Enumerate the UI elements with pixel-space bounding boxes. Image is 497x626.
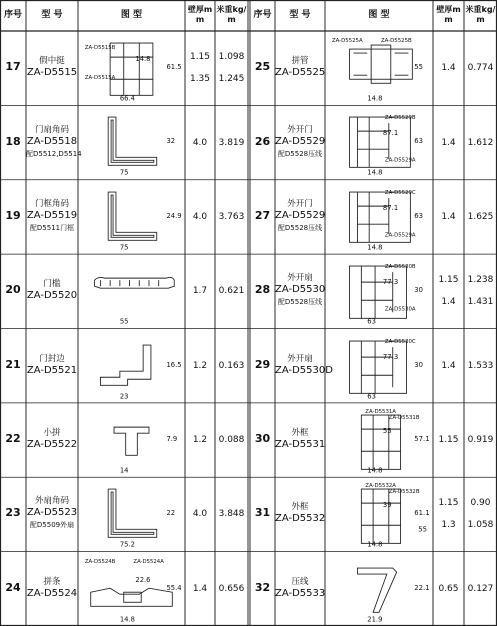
dimension-label: 55 [414,63,424,72]
corner-bracket-icon [81,184,182,250]
small-joint-icon [81,407,182,473]
left-row-model [26,198,78,234]
left-row-seq: 23 [5,506,21,520]
dimension-label: 30 [414,360,424,369]
left-row-code: ZA-D5522 [26,439,78,451]
left-row-seq: 19 [5,208,21,222]
right-row-seq: 28 [254,283,271,297]
left-row-thickness: 1.35 [189,74,211,85]
outward-door-icon [328,109,430,175]
right-row-name: 外框 [291,502,309,513]
left-row-code: ZA-D5519 [26,209,78,221]
left-row-weight: 0.621 [218,286,245,297]
dimension-label: 66.4 [119,94,135,102]
profile-part-label: ZA-D5525B [380,37,412,45]
edge-profile-icon [81,333,182,399]
right-row-weight: 0.919 [467,435,494,446]
dimension-label: 75 [119,168,129,176]
left-row-weight: 1.245 [218,74,245,85]
right-row-name: 拼管 [291,56,309,67]
dimension-label: 55 [119,317,129,325]
right-row-weight: 1.625 [467,211,494,222]
right-row-model [275,272,325,308]
right-header-seq: 序号 [253,10,272,20]
left-row-code: ZA-D5520 [26,290,78,302]
dimension-label: 14.8 [367,466,383,474]
right-row-thickness: 1.15 [438,275,459,286]
profile-part-label: ZA-D5525A [331,37,363,45]
right-row-thickness: 0.65 [438,583,459,594]
dimension-label: 14.8 [135,55,151,64]
dimension-label: 32 [166,137,176,146]
left-row-model [26,353,78,377]
left-row-weight: 0.088 [218,435,245,446]
right-header-fig: 图 型 [368,10,390,20]
dimension-label: 16.5 [166,360,182,369]
right-row-thickness: 1.3 [441,520,456,531]
left-row-code: ZA-D5515 [26,67,78,79]
profile-part-label: ZA-D5529C [384,189,416,196]
left-row-code: ZA-D5518 [26,135,78,147]
profile-part-label: ZA-D5529A [384,157,416,164]
left-row-seq: 17 [5,60,21,74]
dimension-label: 14.8 [367,168,383,176]
glazing-bead-icon [328,556,430,622]
dimension-label: 22.6 [135,575,151,584]
right-row-thickness: 1.15 [438,498,459,509]
left-row-thickness: 1.15 [189,52,211,63]
right-row-note: 配D5528压线 [277,149,323,158]
left-header-fig: 图 型 [120,10,143,20]
right-row-name: 外开扇 [287,353,313,364]
left-row-seq: 21 [5,357,21,371]
left-row-seq: 24 [5,580,21,594]
right-row-seq: 32 [254,580,271,594]
right-row-model [275,427,325,451]
left-row-thickness: 1.4 [192,583,208,594]
left-row-name: 小拼 [43,428,61,439]
dimension-label: 55.4 [166,583,182,592]
right-header-wt: 米重kg/m [465,5,496,24]
dimension-label: 63 [367,317,376,325]
profile-part-label: ZA-D5531A [365,408,397,415]
right-header-model: 型 号 [289,10,311,20]
right-row-seq: 25 [254,60,271,74]
left-header-model: 型 号 [41,10,63,20]
dimension-label: 61.1 [414,509,430,518]
left-row-thickness: 1.7 [192,286,208,297]
right-row-name: 外框 [291,428,309,439]
left-row-name: 假中挺 [39,56,65,67]
left-header-wt: 米重kg/m [216,5,247,24]
dimension-label: 57.1 [414,434,430,444]
dimension-label: 87.1 [382,203,399,212]
dimension-label: 7.9 [166,434,178,444]
right-row-thickness: 1.4 [441,211,456,222]
right-row-weight: 0.127 [467,583,494,594]
profile-part-label: ZA-D5530A [384,306,416,313]
right-row-thickness: 1.15 [438,435,459,446]
profile-part-label: ZA-D5529A [384,231,416,239]
left-row-model [26,576,78,600]
right-header-th: 壁厚mm [436,5,461,24]
profile-part-label: ZA-D5529B [384,115,416,122]
left-row-model [26,124,82,160]
right-row-thickness: 1.4 [441,360,456,371]
left-row-code: ZA-D5521 [26,364,78,376]
left-row-thickness: 1.2 [192,360,208,371]
left-row-weight: 3.819 [218,137,245,148]
left-row-model [26,55,78,79]
dimension-label: 14 [119,466,129,474]
dimension-label: 22.1 [414,583,430,592]
threshold-profile-icon [81,258,182,324]
left-row-weight: 3.848 [218,509,245,520]
right-row-model [275,55,325,79]
dimension-label: 14.8 [367,243,383,251]
left-row-thickness: 1.2 [192,435,208,446]
dimension-label: 75.2 [119,540,135,548]
dimension-label: 77.3 [382,278,399,287]
dimension-label: 14.8 [367,540,383,548]
left-row-name: 门扇角码 [34,124,69,135]
left-row-seq: 22 [5,432,21,446]
joint-tube-icon [328,35,430,101]
left-row-thickness: 4.0 [192,137,208,148]
right-row-model [275,353,333,377]
left-row-note: 配D5509外扇 [29,521,75,530]
corner-bracket-icon [81,109,182,175]
dimension-label: 23 [119,391,129,399]
right-row-seq: 26 [254,134,271,148]
dimension-label: 22 [166,509,176,518]
right-row-code: ZA-D5530D [275,364,333,376]
dimension-label: 55 [418,525,427,534]
dimension-label: 63 [414,137,424,146]
left-row-thickness: 4.0 [192,509,208,520]
right-row-model [275,576,325,600]
right-row-weight: 1.533 [467,360,494,371]
left-row-weight: 1.098 [218,52,245,63]
left-header-seq: 序号 [3,10,22,20]
right-row-name: 压线 [291,576,309,587]
right-row-seq: 30 [254,432,271,446]
right-row-seq: 29 [254,357,271,371]
right-row-weight: 1.058 [467,520,494,531]
right-row-weight: 1.431 [467,297,494,308]
right-row-weight: 0.90 [470,498,491,509]
dimension-label: 14.8 [119,614,135,622]
outward-sash-icon [328,333,430,399]
left-row-code: ZA-D5523 [26,507,78,519]
left-row-weight: 0.163 [218,360,245,371]
outer-frame-icon [328,481,430,547]
dimension-label: 63 [367,391,376,399]
dimension-label: 14.8 [367,94,383,102]
profile-part-label: ZA-D5524B [84,558,116,565]
dimension-label: 30 [414,286,424,295]
left-row-name: 外扇角码 [34,496,69,507]
right-row-code: ZA-D5533 [275,587,326,599]
profile-part-label: ZA-D5531B [388,414,420,421]
right-row-code: ZA-D5529 [275,209,326,221]
right-row-note: 配D5528压线 [277,223,323,232]
dimension-label: 55 [382,426,392,436]
right-row-name: 外开门 [287,198,313,209]
right-row-thickness: 1.4 [441,63,456,74]
outward-door-icon [328,184,430,250]
left-row-note: 配D5511门框 [29,223,75,232]
profile-part-label: ZA-D5515B [84,45,116,52]
outer-frame-icon [328,407,430,473]
left-row-name: 门槛 [43,279,61,290]
dimension-label: 39 [382,501,392,510]
right-row-code: ZA-D5532 [275,513,326,525]
left-row-model [26,495,78,531]
dimension-label: 21.9 [367,614,383,622]
dimension-label: 61.5 [166,63,182,72]
right-row-name: 外开门 [287,124,313,135]
right-row-name: 外开扇 [287,273,313,284]
profile-part-label: ZA-D5515A [84,75,116,82]
right-row-weight: 1.612 [467,137,494,148]
left-row-model [26,278,78,302]
right-row-code: ZA-D5525 [275,67,326,79]
left-row-thickness: 4.0 [192,211,208,222]
dimension-label: 77.3 [382,352,399,361]
left-row-note: 配D5512,D5514 [26,149,82,158]
right-row-weight: 1.238 [467,275,494,286]
profile-part-label: ZA-D5524A [133,558,164,565]
right-row-seq: 31 [254,506,271,520]
profile-part-label: ZA-D5532B [388,489,420,496]
right-row-note: 配D5528压线 [277,298,323,307]
right-row-model [275,198,325,234]
right-row-model [275,501,325,525]
outward-sash-icon [328,258,430,324]
left-row-seq: 18 [5,134,21,148]
dimension-label: 87.1 [382,129,399,138]
right-row-code: ZA-D5531 [275,439,326,451]
left-row-weight: 0.656 [218,583,245,594]
profile-part-label: ZA-D5530C [384,338,416,345]
right-row-code: ZA-D5530 [275,284,326,296]
right-row-thickness: 1.4 [441,297,456,308]
profile-part-label: ZA-D5532A [365,483,397,490]
corner-bracket-icon [81,481,182,547]
left-row-name: 拼条 [43,576,61,587]
right-row-thickness: 1.4 [441,137,456,148]
left-row-name: 门封边 [39,353,65,364]
right-row-seq: 27 [254,208,271,222]
dimension-label: 75 [119,243,129,251]
left-row-code: ZA-D5524 [26,587,78,599]
right-row-code: ZA-D5529 [275,135,326,147]
left-row-seq: 20 [5,283,21,297]
right-row-model [275,124,325,160]
dimension-label: 24.9 [166,211,182,220]
profile-part-label: ZA-D5530B [384,264,416,271]
profile-d5515-icon [81,35,182,101]
left-header-th: 壁厚mm [187,5,213,24]
left-row-model [26,427,78,451]
dimension-label: 63 [414,211,424,220]
right-row-weight: 0.774 [467,63,494,74]
left-row-name: 门框角码 [34,198,69,209]
joint-strip-icon [81,556,182,622]
left-row-weight: 3.763 [218,211,245,222]
